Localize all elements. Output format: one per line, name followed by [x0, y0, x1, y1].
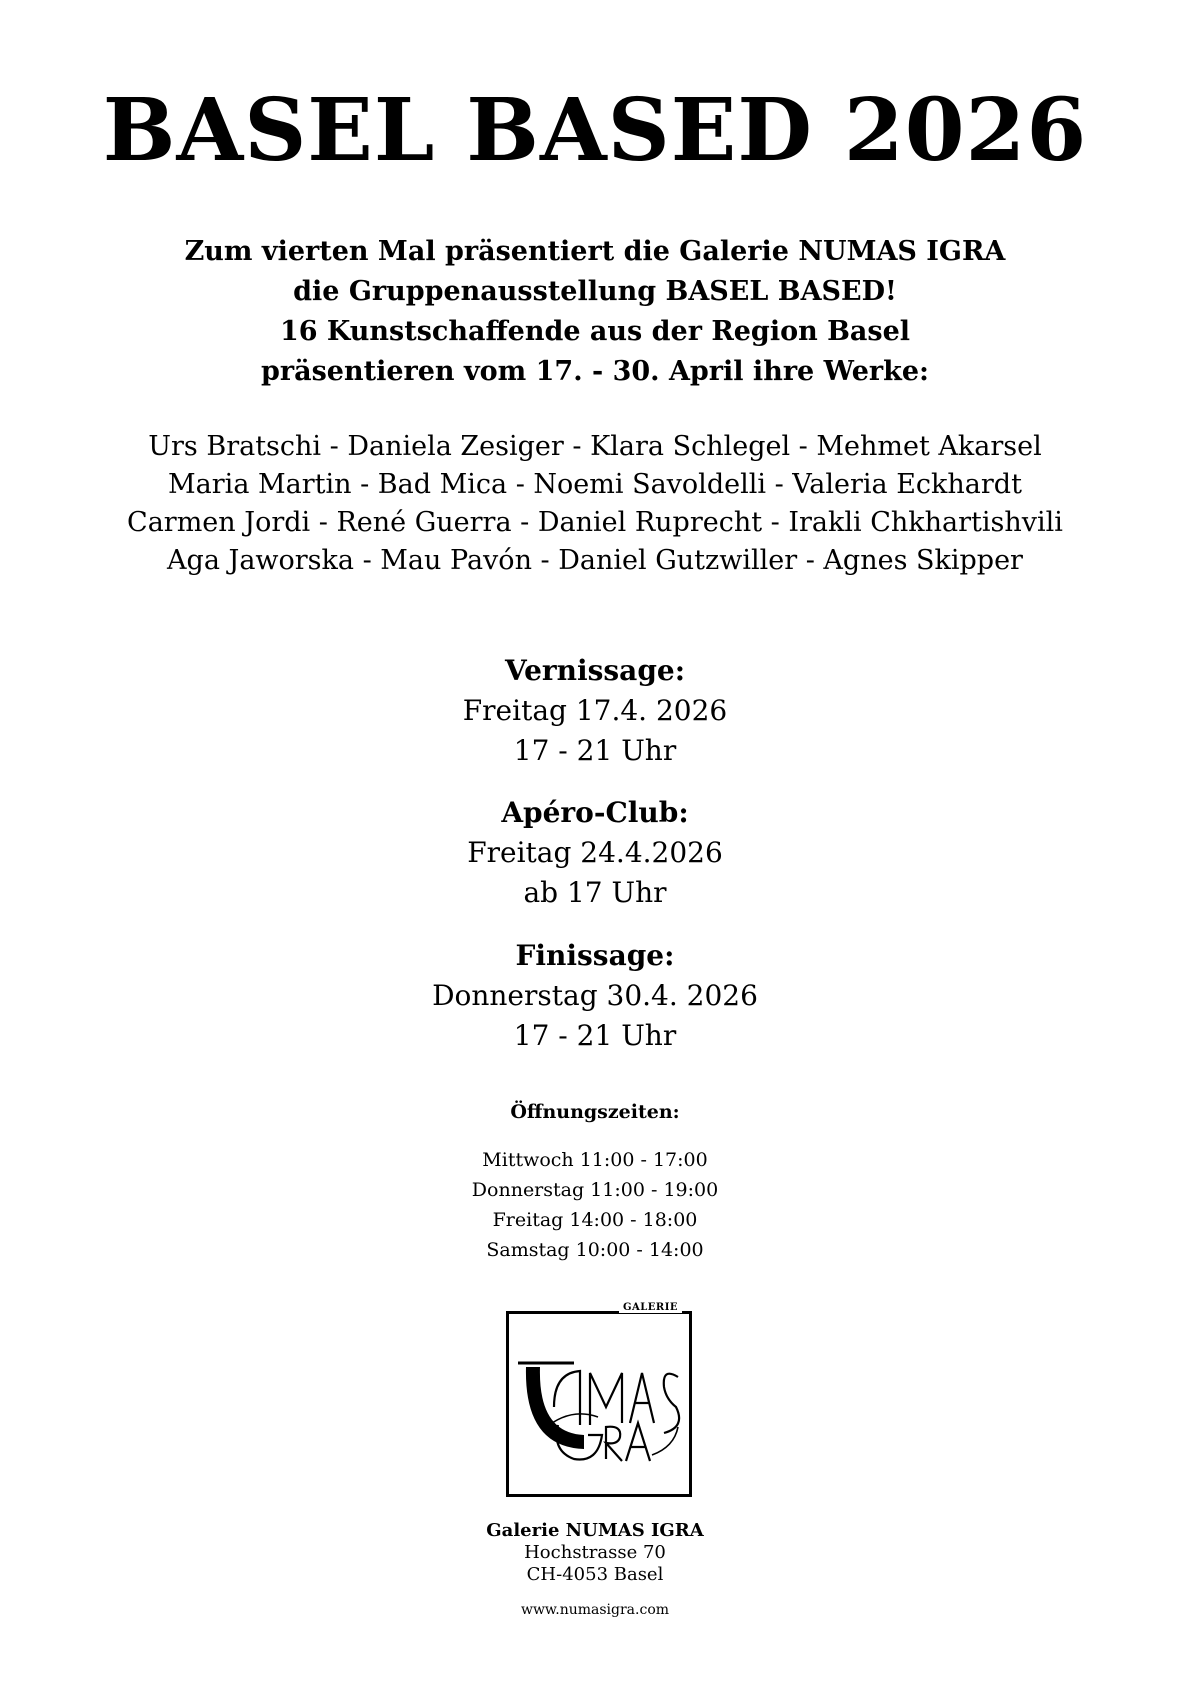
- logo-label: GALERIE: [619, 1302, 682, 1313]
- intro-line: 16 Kunstschaffende aus der Region Basel: [279, 316, 911, 347]
- intro-line: präsentieren vom 17. - 30. April ihre Werke:: [261, 356, 929, 387]
- event-apero-club: [0, 793, 1190, 913]
- artist-line: Urs Bratschi - Daniela Zesiger - Klara Schlegel - Mehmet Akarsel: [148, 431, 1042, 462]
- event-time: 17 - 21 Uhr: [513, 1019, 677, 1052]
- intro-line: die Gruppenausstellung BASEL BASED!: [293, 276, 897, 307]
- opening-hours-line: Donnerstag 11:00 - 19:00: [471, 1179, 719, 1201]
- event-date: Freitag 17.4. 2026: [462, 694, 728, 727]
- artist-line: Aga Jaworska - Mau Pavón - Daniel Gutzwiller - Agnes Skipper: [167, 545, 1023, 576]
- event-time: 17 - 21 Uhr: [513, 734, 677, 767]
- poster-title: BASEL BASED 2026: [102, 80, 1088, 181]
- event-time: ab 17 Uhr: [523, 876, 667, 909]
- gallery-logo: [506, 1302, 692, 1497]
- opening-hours-list: [0, 1145, 1190, 1265]
- numas-igra-monogram-icon: [514, 1337, 684, 1477]
- event-finissage: [0, 936, 1190, 1056]
- intro-line: Zum vierten Mal präsentiert die Galerie NUMAS IGRA: [184, 236, 1006, 267]
- artist-list: [0, 428, 1190, 580]
- gallery-city: CH-4053 Basel: [526, 1564, 664, 1585]
- gallery-street: Hochstrasse 70: [524, 1542, 666, 1563]
- event-heading: Apéro-Club:: [501, 796, 689, 829]
- gallery-address: [0, 1520, 1190, 1586]
- gallery-name: Galerie NUMAS IGRA: [486, 1520, 704, 1541]
- opening-hours-line: Freitag 14:00 - 18:00: [492, 1209, 698, 1231]
- event-date: Donnerstag 30.4. 2026: [432, 979, 758, 1012]
- event-heading: Finissage:: [515, 939, 675, 972]
- intro-text: [0, 232, 1190, 392]
- opening-hours-title: Öffnungszeiten:: [510, 1101, 680, 1123]
- opening-hours-line: Samstag 10:00 - 14:00: [486, 1239, 704, 1261]
- website-link[interactable]: www.numasigra.com: [520, 1602, 670, 1618]
- event-date: Freitag 24.4.2026: [467, 836, 723, 869]
- artist-line: Maria Martin - Bad Mica - Noemi Savoldelli - Valeria Eckhardt: [168, 469, 1022, 500]
- opening-hours-line: Mittwoch 11:00 - 17:00: [482, 1149, 708, 1171]
- artist-line: Carmen Jordi - René Guerra - Daniel Ruprecht - Irakli Chkhartishvili: [127, 507, 1063, 538]
- event-heading: Vernissage:: [504, 654, 686, 687]
- event-vernissage: [0, 651, 1190, 771]
